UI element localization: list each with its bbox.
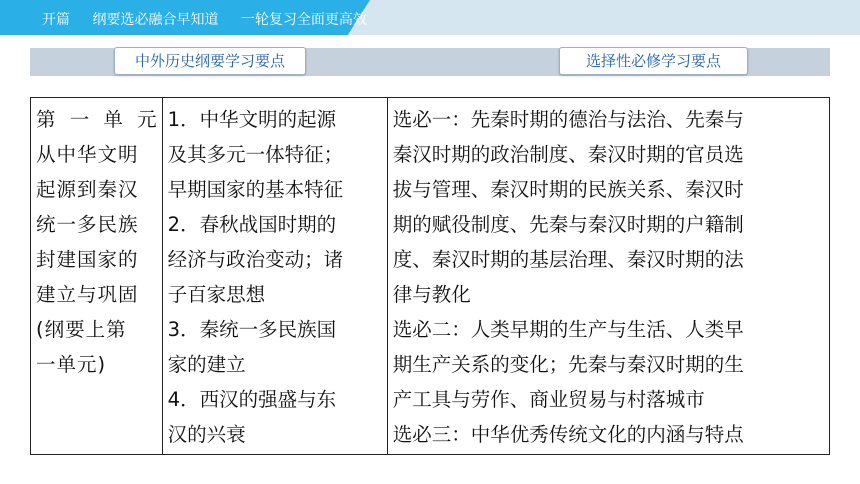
unit-line: 一单元)	[36, 353, 107, 376]
outline-line: 汉的兴衰	[167, 423, 246, 446]
outline-line: 4．西汉的强盛与东	[167, 388, 337, 411]
outline-points-label: 中外历史纲要学习要点	[114, 47, 306, 75]
elective-cell	[387, 98, 829, 455]
elective-line: 度、秦汉时期的基层治理、秦汉时期的法	[392, 248, 744, 271]
unit-cell	[31, 98, 163, 455]
outline-line: 2．春秋战国时期的	[167, 213, 337, 236]
unit-line-char: 元	[137, 108, 158, 131]
elective-line: 拔与管理、秦汉时期的民族关系、秦汉时	[392, 178, 744, 201]
outline-line: 3．秦统一多民族国	[167, 318, 337, 341]
elective-line: 律与教化	[392, 283, 471, 306]
outline-line: 家的建立	[167, 353, 246, 376]
header-section: 开篇	[42, 12, 70, 28]
unit-line: 封建国家的	[36, 248, 139, 271]
elective-line: 期生产关系的变化；先秦与秦汉时期的生	[392, 353, 744, 376]
unit-line: 起源到秦汉	[36, 178, 139, 201]
unit-line-char: 第	[36, 108, 57, 131]
outline-line: 1．中华文明的起源	[167, 108, 337, 131]
unit-line: 建立与巩固	[36, 283, 139, 306]
unit-line	[36, 102, 158, 137]
elective-line: 期的赋役制度、先秦与秦汉时期的户籍制	[392, 213, 744, 236]
outline-line: 子百家思想	[167, 283, 266, 306]
unit-line: 从中华文明	[36, 143, 139, 166]
header-slogan-2: 一轮复习全面更高效	[240, 12, 367, 28]
unit-line: (纲要上第	[36, 318, 127, 341]
elective-line: 选必一：先秦时期的德治与法治、先秦与	[392, 108, 744, 131]
outline-line: 经济与政治变动；诸	[167, 248, 344, 271]
outline-line: 及其多元一体特征；	[167, 143, 344, 166]
unit-line-char: 单	[103, 108, 124, 131]
table-row	[31, 98, 830, 455]
elective-line: 选必二：人类早期的生产与生活、人类早	[392, 318, 744, 341]
elective-line: 选必三：中华优秀传统文化的内涵与特点	[392, 423, 744, 446]
elective-points-label: 选择性必修学习要点	[559, 47, 748, 75]
unit-line-char: 一	[69, 108, 91, 131]
content-table	[30, 97, 830, 455]
outline-cell	[162, 98, 387, 455]
unit-line: 统一多民族	[36, 213, 139, 236]
header-bar	[0, 0, 860, 35]
header-slogan-1: 纲要选必融合早知道	[92, 12, 219, 28]
header-text	[42, 9, 385, 29]
outline-line: 早期国家的基本特征	[167, 178, 344, 201]
elective-line: 产工具与劳作、商业贸易与村落城市	[392, 388, 705, 411]
elective-line: 秦汉时期的政治制度、秦汉时期的官员选	[392, 143, 744, 166]
